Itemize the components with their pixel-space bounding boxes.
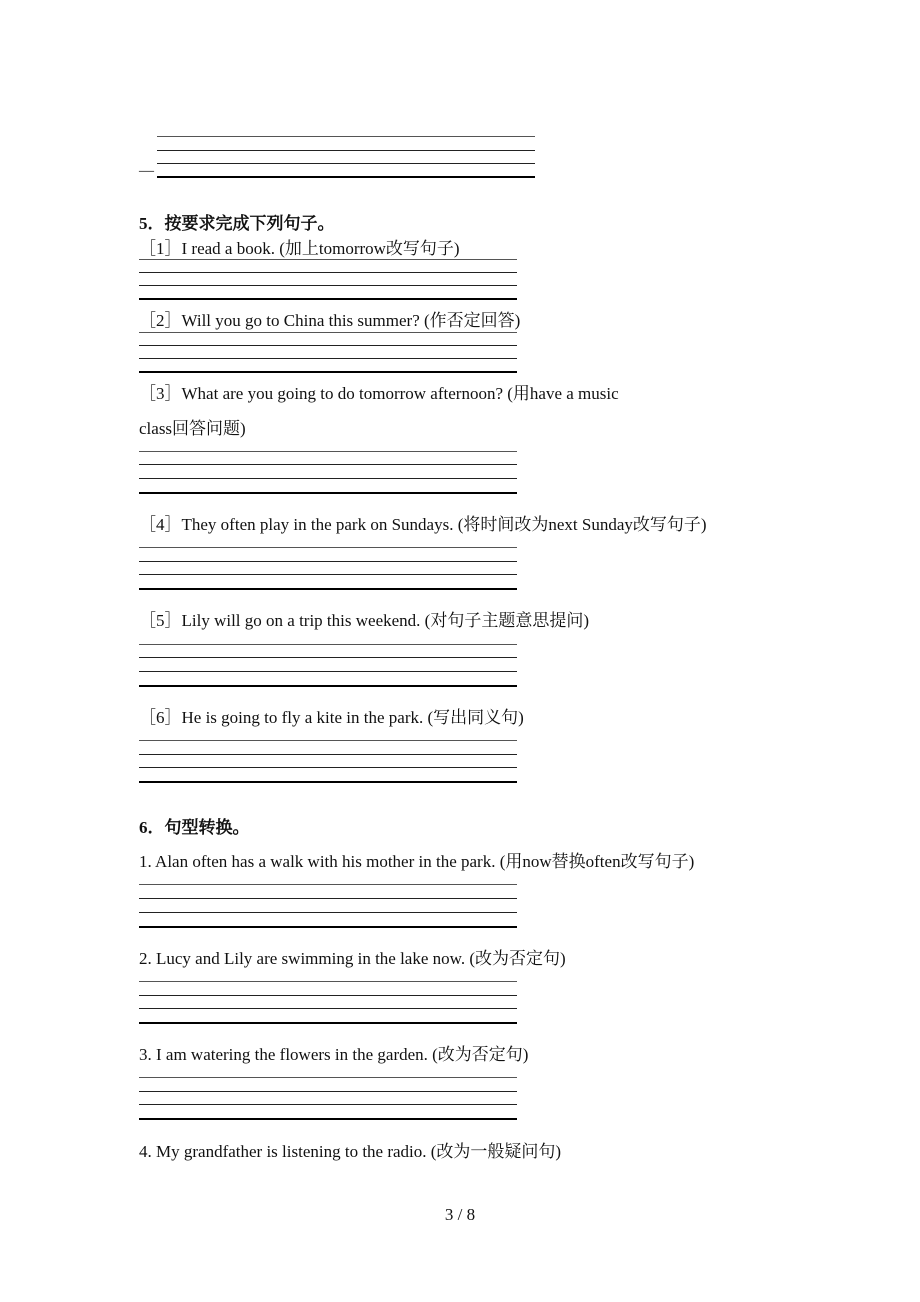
answer-line xyxy=(139,1008,517,1009)
answer-line xyxy=(139,740,517,741)
answer-line xyxy=(139,298,517,300)
answer-line xyxy=(157,150,535,151)
question-5-5: ［5］Lily will go on a trip this weekend. (对句子主题意思提问) xyxy=(139,611,589,630)
answer-line xyxy=(139,1104,517,1105)
section5-heading: 5．按要求完成下列句子。 xyxy=(139,214,335,233)
leading-dash: — xyxy=(139,163,154,179)
answer-line xyxy=(139,926,517,928)
answer-line xyxy=(139,884,517,885)
question-5-1: ［1］I read a book. (加上tomorrow改写句子) xyxy=(139,239,460,258)
answer-line xyxy=(139,259,517,260)
answer-line xyxy=(139,464,517,465)
answer-line xyxy=(139,561,517,562)
answer-line xyxy=(139,574,517,575)
question-5-3-cont: class回答问题) xyxy=(139,419,246,438)
answer-line xyxy=(139,767,517,768)
question-6-1: 1. Alan often has a walk with his mother in the park. (用now替换often改写句子) xyxy=(139,852,695,871)
answer-line xyxy=(139,912,517,913)
page-number: 3 / 8 xyxy=(444,1205,476,1224)
answer-line xyxy=(157,163,535,164)
answer-line xyxy=(139,754,517,755)
answer-line xyxy=(139,588,517,590)
answer-line xyxy=(139,478,517,479)
answer-line xyxy=(139,671,517,672)
answer-line xyxy=(157,136,535,137)
answer-line xyxy=(139,1022,517,1024)
answer-line xyxy=(139,1091,517,1092)
question-5-3: ［3］What are you going to do tomorrow afternoon? (用have a music xyxy=(139,384,619,403)
answer-line xyxy=(139,644,517,645)
answer-line xyxy=(157,176,535,178)
question-6-3: 3. I am watering the flowers in the garden. (改为否定句) xyxy=(139,1045,529,1064)
question-6-2: 2. Lucy and Lily are swimming in the lake now. (改为否定句) xyxy=(139,949,566,968)
question-5-6: ［6］He is going to fly a kite in the park. (写出同义句) xyxy=(139,708,524,727)
answer-line xyxy=(139,345,517,346)
answer-line xyxy=(139,1077,517,1078)
question-6-4: 4. My grandfather is listening to the radio. (改为一般疑问句) xyxy=(139,1142,562,1161)
question-5-4: ［4］They often play in the park on Sundays. (将时间改为next Sunday改写句子) xyxy=(139,515,707,534)
answer-line xyxy=(139,995,517,996)
answer-line xyxy=(139,285,517,286)
answer-line xyxy=(139,272,517,273)
answer-line xyxy=(139,657,517,658)
answer-line xyxy=(139,451,517,452)
answer-line xyxy=(139,781,517,783)
answer-line xyxy=(139,358,517,359)
answer-line xyxy=(139,981,517,982)
answer-line xyxy=(139,492,517,494)
section6-heading: 6．句型转换。 xyxy=(139,818,250,837)
answer-line xyxy=(139,547,517,548)
answer-line xyxy=(139,332,517,333)
question-5-2: ［2］Will you go to China this summer? (作否定回答) xyxy=(139,311,521,330)
answer-line xyxy=(139,685,517,687)
answer-line xyxy=(139,371,517,373)
answer-line xyxy=(139,1118,517,1120)
answer-line xyxy=(139,898,517,899)
